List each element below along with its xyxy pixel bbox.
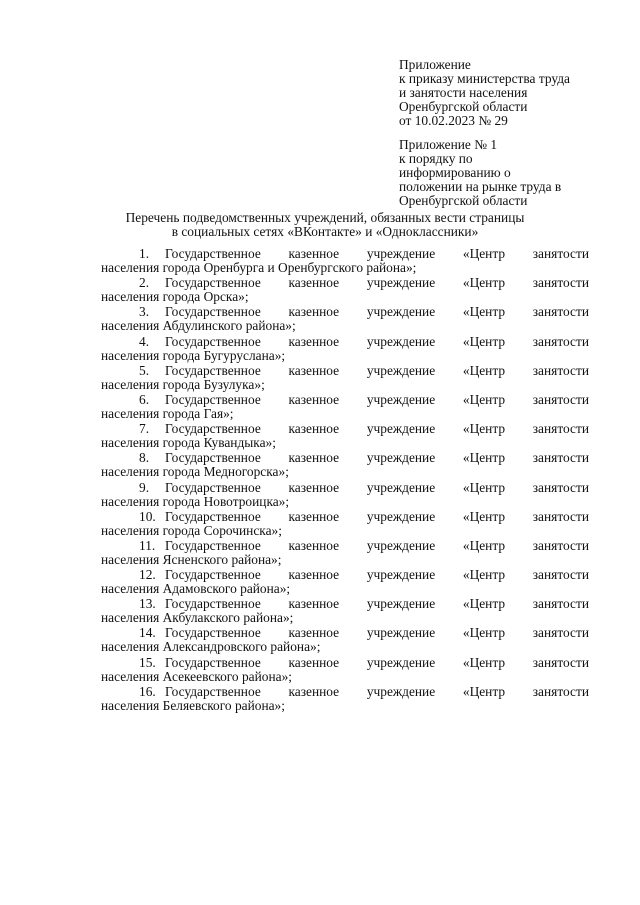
- list-item-word: занятости: [532, 625, 589, 641]
- list-item-word: «Центр: [462, 683, 506, 699]
- title-line: Перечень подведомственных учреждений, обязанных вести страницы: [125, 210, 525, 225]
- list-item-word: занятости: [532, 537, 589, 553]
- list-item-start: [139, 568, 261, 582]
- list-item-first-line: [101, 393, 589, 407]
- list-item-number: 3.: [139, 304, 150, 320]
- appendix-line: положении на рынке труда в: [399, 179, 562, 194]
- list-item-word: занятости: [532, 304, 589, 320]
- list-item-second-line: населения города Сорочинска»;: [101, 522, 282, 538]
- list-item-second-line: населения Александровского района»;: [101, 639, 321, 655]
- list-item: [101, 305, 589, 334]
- list-item-word: занятости: [532, 654, 589, 670]
- list-item: [101, 539, 589, 568]
- list-item-word: казенное: [288, 567, 340, 583]
- list-item-word: занятости: [532, 479, 589, 495]
- list-item-first-line: [101, 568, 589, 582]
- list-item-word: учреждение: [366, 567, 436, 583]
- list-item-word: занятости: [532, 246, 589, 261]
- list-item-first-line: [101, 247, 589, 261]
- list-item-word: занятости: [532, 421, 589, 437]
- list-item-word: учреждение: [366, 596, 436, 612]
- list-item: [101, 510, 589, 539]
- list-item-first-line: [101, 539, 589, 553]
- list-item-word: учреждение: [366, 508, 436, 524]
- list-item-second-line: населения Беляевского района»;: [101, 697, 285, 713]
- appendix-line: к приказу министерства труда: [399, 71, 570, 86]
- list-item-number: 1.: [139, 246, 150, 261]
- list-item-first-line: [101, 656, 589, 670]
- list-item-word: учреждение: [366, 683, 436, 699]
- list-item-first-line: [101, 685, 589, 699]
- list-item-word: «Центр: [462, 246, 506, 261]
- list-item-word: Государственное: [165, 304, 261, 320]
- list-item: [101, 335, 589, 364]
- list-item-word: «Центр: [462, 333, 506, 349]
- list-item-word: учреждение: [366, 391, 436, 407]
- list-item-word: занятости: [532, 362, 589, 378]
- list-item: [101, 393, 589, 422]
- list-item-word: занятости: [532, 683, 589, 699]
- list-item-word: «Центр: [462, 275, 506, 291]
- appendix-line: и занятости населения: [399, 85, 528, 100]
- list-item-word: учреждение: [366, 537, 436, 553]
- list-item-number: 8.: [139, 450, 150, 466]
- list-item-start: [139, 481, 261, 495]
- list-item-start: [139, 656, 261, 670]
- list-item-first-line: [101, 364, 589, 378]
- list-item-number: 10.: [139, 508, 156, 524]
- list-item-word: занятости: [532, 333, 589, 349]
- list-item-word: Государственное: [165, 508, 261, 524]
- list-item-word: казенное: [288, 421, 340, 437]
- list-item-number: 2.: [139, 275, 150, 291]
- list-item-word: учреждение: [366, 450, 436, 466]
- list-item-word: «Центр: [462, 508, 506, 524]
- list-item-word: «Центр: [462, 654, 506, 670]
- list-item-word: «Центр: [462, 567, 506, 583]
- appendix-header-2: [399, 138, 619, 208]
- list-item-number: 11.: [139, 537, 156, 553]
- list-item-second-line: населения Ясненского района»;: [101, 551, 282, 567]
- list-item-second-line: населения города Бугуруслана»;: [101, 347, 286, 363]
- title-line: в социальных сетях «ВКонтакте» и «Одноклассники»: [171, 224, 479, 239]
- list-item-word: казенное: [288, 596, 340, 612]
- appendix-line: к порядку по: [399, 151, 473, 166]
- list-item-word: «Центр: [462, 479, 506, 495]
- appendix-line: Приложение № 1: [399, 137, 498, 152]
- list-item-word: Государственное: [165, 654, 261, 670]
- list-item-word: «Центр: [462, 421, 506, 437]
- list-item: [101, 364, 589, 393]
- list-item-word: казенное: [288, 683, 340, 699]
- list-item-first-line: [101, 510, 589, 524]
- list-item-word: учреждение: [366, 362, 436, 378]
- list-item-second-line: населения города Оренбурга и Оренбургского района»;: [101, 260, 417, 275]
- list-item-word: Государственное: [165, 625, 261, 641]
- list-item-first-line: [101, 597, 589, 611]
- list-item-word: учреждение: [366, 654, 436, 670]
- list-item-number: 14.: [139, 625, 156, 641]
- list-item-word: казенное: [288, 450, 340, 466]
- list-item-word: Государственное: [165, 362, 261, 378]
- list-item-start: [139, 422, 261, 436]
- list-item-second-line: населения города Бузулука»;: [101, 376, 265, 392]
- list-item-word: учреждение: [366, 246, 436, 261]
- list-item-word: казенное: [288, 362, 340, 378]
- list-item-first-line: [101, 276, 589, 290]
- document-title: [60, 211, 590, 239]
- list-item: [101, 451, 589, 480]
- list-item-word: Государственное: [165, 450, 261, 466]
- list-item-word: Государственное: [165, 479, 261, 495]
- list-item: [101, 276, 589, 305]
- list-item-word: Государственное: [165, 275, 261, 291]
- list-item-word: казенное: [288, 654, 340, 670]
- appendix-line: Оренбургской области: [399, 99, 528, 114]
- list-item-word: «Центр: [462, 625, 506, 641]
- list-item-number: 4.: [139, 333, 150, 349]
- list-item-word: Государственное: [165, 246, 261, 261]
- list-item-number: 12.: [139, 567, 156, 583]
- list-item: [101, 656, 589, 685]
- list-item: [101, 481, 589, 510]
- list-item-second-line: населения города Гая»;: [101, 405, 234, 421]
- list-item-word: «Центр: [462, 391, 506, 407]
- list-item-word: учреждение: [366, 304, 436, 320]
- list-item-first-line: [101, 451, 589, 465]
- institution-list: [101, 247, 589, 714]
- list-item-word: занятости: [532, 275, 589, 291]
- appendix-header: [399, 58, 619, 128]
- list-item-second-line: населения города Новотроицка»;: [101, 493, 290, 509]
- list-item-second-line: населения Адамовского района»;: [101, 581, 291, 597]
- list-item-start: [139, 539, 261, 553]
- appendix-line: информированию о: [399, 165, 511, 180]
- list-item-word: учреждение: [366, 479, 436, 495]
- list-item-word: казенное: [288, 508, 340, 524]
- list-item-start: [139, 276, 261, 290]
- list-item: [101, 247, 589, 276]
- list-item-word: казенное: [288, 479, 340, 495]
- list-item-word: Государственное: [165, 537, 261, 553]
- list-item-word: учреждение: [366, 275, 436, 291]
- list-item-start: [139, 685, 261, 699]
- list-item-word: учреждение: [366, 333, 436, 349]
- list-item-word: занятости: [532, 391, 589, 407]
- list-item-first-line: [101, 305, 589, 319]
- appendix-line: Оренбургской области: [399, 193, 528, 208]
- list-item-word: Государственное: [165, 421, 261, 437]
- list-item-number: 16.: [139, 683, 156, 699]
- list-item: [101, 685, 589, 714]
- list-item-word: казенное: [288, 275, 340, 291]
- list-item-second-line: населения города Медногорска»;: [101, 464, 289, 480]
- list-item-word: казенное: [288, 391, 340, 407]
- list-item-start: [139, 626, 261, 640]
- list-item-word: казенное: [288, 246, 340, 261]
- list-item-word: занятости: [532, 567, 589, 583]
- list-item-word: казенное: [288, 333, 340, 349]
- list-item-first-line: [101, 626, 589, 640]
- list-item-word: занятости: [532, 450, 589, 466]
- list-item-first-line: [101, 335, 589, 349]
- list-item-number: 6.: [139, 391, 150, 407]
- list-item-start: [139, 335, 261, 349]
- list-item-word: казенное: [288, 625, 340, 641]
- list-item-word: занятости: [532, 508, 589, 524]
- list-item-second-line: населения города Кувандыка»;: [101, 435, 276, 451]
- list-item: [101, 597, 589, 626]
- list-item-second-line: населения города Орска»;: [101, 289, 249, 305]
- list-item-word: казенное: [288, 537, 340, 553]
- list-item-start: [139, 597, 261, 611]
- list-item-word: учреждение: [366, 625, 436, 641]
- list-item-number: 9.: [139, 479, 150, 495]
- list-item-number: 5.: [139, 362, 150, 378]
- list-item-word: «Центр: [462, 450, 506, 466]
- list-item-start: [139, 451, 261, 465]
- list-item-number: 7.: [139, 421, 150, 437]
- list-item-first-line: [101, 422, 589, 436]
- list-item-second-line: населения Акбулакского района»;: [101, 610, 294, 626]
- list-item-word: Государственное: [165, 596, 261, 612]
- list-item-word: «Центр: [462, 596, 506, 612]
- list-item: [101, 626, 589, 655]
- list-item-number: 13.: [139, 596, 156, 612]
- list-item-second-line: населения Абдулинского района»;: [101, 318, 296, 334]
- appendix-line: от 10.02.2023 № 29: [399, 113, 508, 128]
- list-item-start: [139, 393, 261, 407]
- list-item-start: [139, 247, 261, 261]
- list-item-word: Государственное: [165, 683, 261, 699]
- list-item-start: [139, 510, 261, 524]
- list-item-word: Государственное: [165, 391, 261, 407]
- list-item-word: Государственное: [165, 567, 261, 583]
- list-item: [101, 422, 589, 451]
- list-item-word: учреждение: [366, 421, 436, 437]
- list-item-start: [139, 364, 261, 378]
- list-item-word: «Центр: [462, 537, 506, 553]
- list-item-word: «Центр: [462, 362, 506, 378]
- list-item-first-line: [101, 481, 589, 495]
- list-item-word: Государственное: [165, 333, 261, 349]
- list-item-second-line: населения Асекеевского района»;: [101, 668, 293, 684]
- list-item-word: «Центр: [462, 304, 506, 320]
- appendix-line: Приложение: [399, 57, 471, 72]
- list-item-start: [139, 305, 261, 319]
- list-item-word: казенное: [288, 304, 340, 320]
- list-item-number: 15.: [139, 654, 156, 670]
- list-item-word: занятости: [532, 596, 589, 612]
- list-item: [101, 568, 589, 597]
